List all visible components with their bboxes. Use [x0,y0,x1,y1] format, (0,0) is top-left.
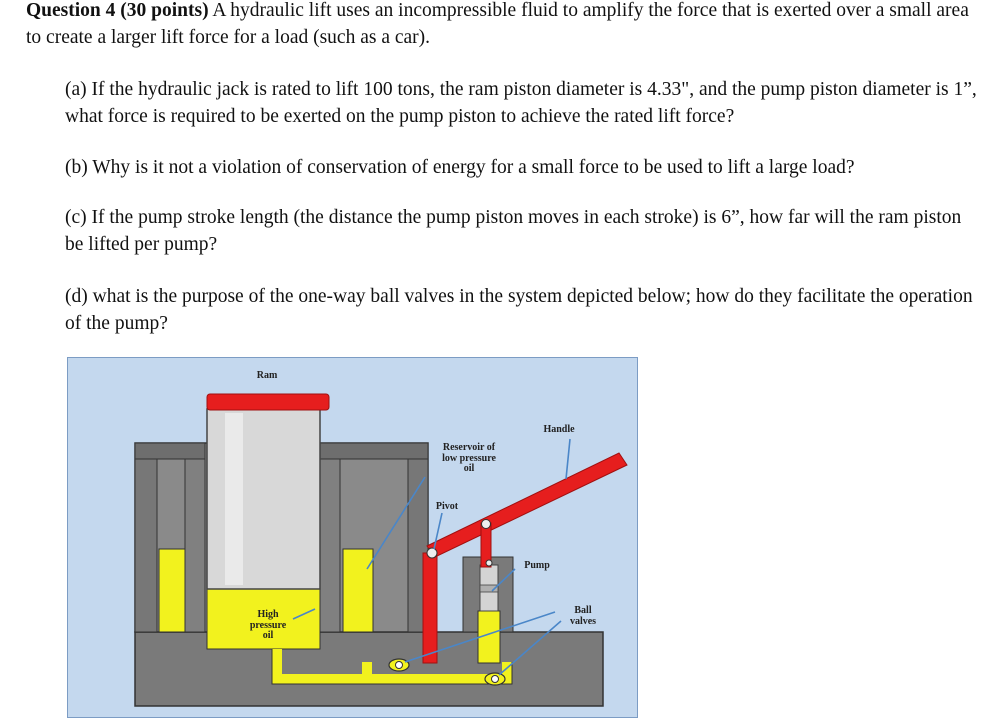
label-high-2: pressure [249,620,287,631]
part-b-text: (b) Why is it not a violation of conservation of energy for a small force to be used to lift a large load? [65,157,855,178]
outer-wall-left [135,459,157,632]
reservoir-oil-right [343,549,373,632]
label-high-1: High [257,609,279,620]
label-ram: Ram [256,370,278,381]
link-pin [482,520,491,529]
question-intro: A hydraulic lift uses an incompressible fluid to amplify the force that is exerted over a small area to create a larger lift force for a load (such as a car). [26,0,969,48]
part-a-text: (a) If the hydraulic jack is rated to lift 100 tons, the ram piston diameter is 4.33", and the pump piston diameter is 1”, what force is required to be exerted on the pump piston to achieve the rated lift force? [65,79,977,127]
hydraulic-jack-svg [67,357,638,718]
question-heading-paragraph [26,0,986,51]
label-ball-2: valves [569,616,597,627]
part-d-text: (d) what is the purpose of the one-way ball valves in the system depicted below; how do they facilitate the operation of the pump? [65,286,973,334]
label-reservoir-2: low pressure [442,453,496,464]
link-pin-lower [486,560,492,566]
pivot-pin [427,548,437,558]
ball-valve-2-ball [492,676,499,683]
cylinder-top-left [135,443,205,459]
reservoir-oil-left [159,549,185,632]
question-heading: Question 4 (30 points) [26,0,209,21]
label-reservoir-3: oil [463,463,475,474]
ram-piston-highlight [225,413,243,585]
part-c-text: (c) If the pump stroke length (the distance the pump piston moves in each stroke) is 6”, how far will the ram piston be lifted per pump? [65,207,962,255]
inner-wall-left [185,459,205,632]
ram-cap [207,394,329,410]
label-pump: Pump [524,560,550,571]
cylinder-top-right [320,443,428,459]
label-reservoir-1: Reservoir of [442,442,496,453]
label-pivot: Pivot [435,501,459,512]
pivot-post [423,553,437,663]
label-high-3: oil [262,630,274,641]
ram-piston [207,409,320,589]
ball-valve-1-ball [396,662,403,669]
label-handle: Handle [543,424,575,435]
inner-wall-right [320,459,340,632]
label-ball-1: Ball [574,605,592,616]
hydraulic-jack-diagram [67,357,638,718]
